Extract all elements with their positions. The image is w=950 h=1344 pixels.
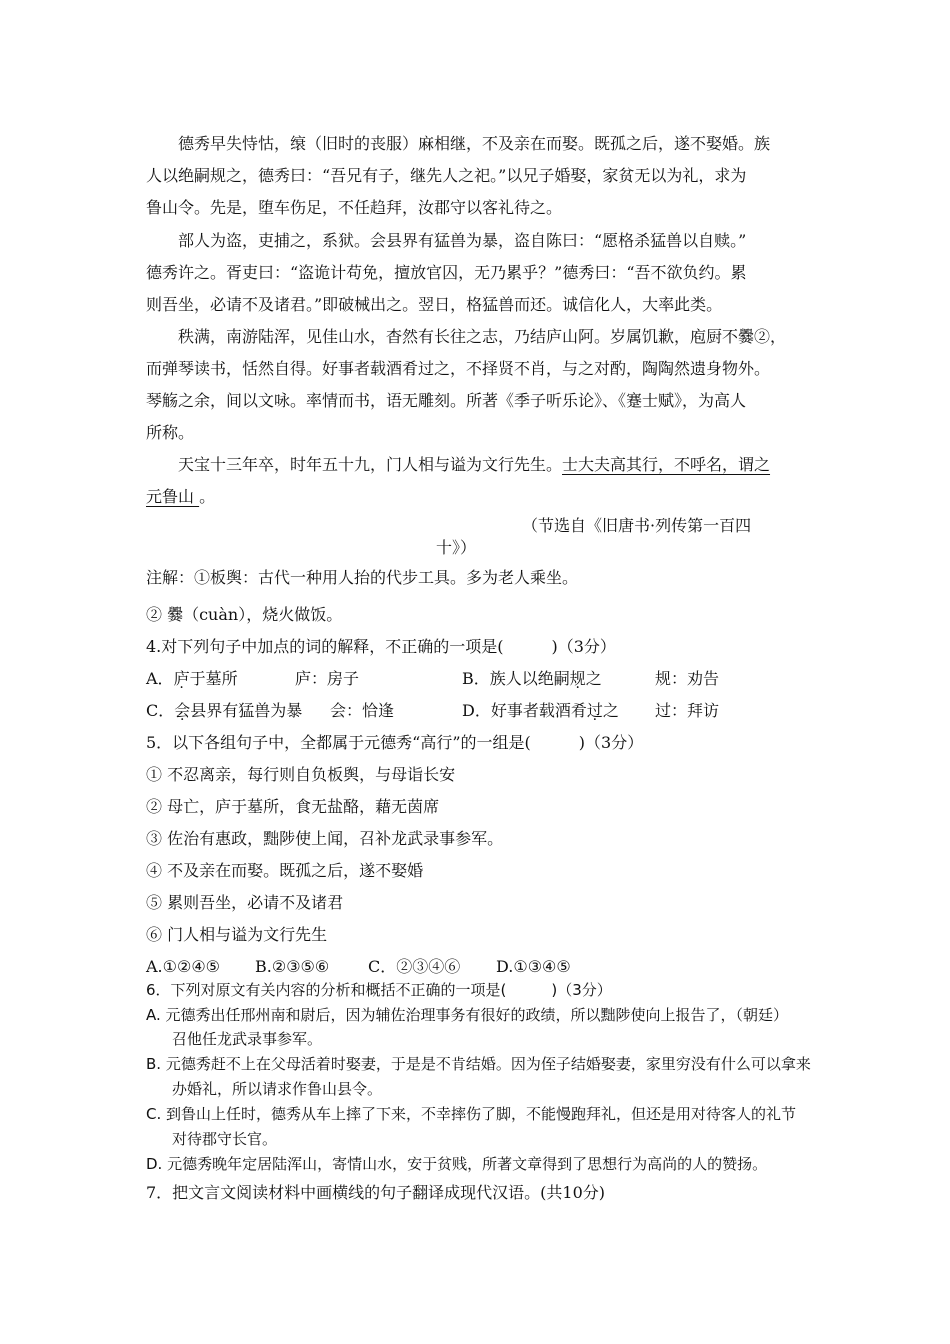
q4-option-b-gloss: 规：劝告 xyxy=(655,669,720,688)
q6-option-a: A. 元德秀出任邢州南和尉后，因为辅佐治理事务有很好的政绩，所以黜陟使向上报告了，（朝廷） xyxy=(146,1006,789,1024)
passage-line: 所称。 xyxy=(146,423,195,442)
passage-line xyxy=(178,455,770,475)
q5-item: ② 母亡，庐于墓所，食无盐酪，藉无茵席 xyxy=(146,797,440,816)
passage-line: 琴觞之余，间以文咏。率情而书，语无雕刻。所著《季子听乐论》、《蹇士赋》，为高人 xyxy=(146,391,747,410)
question-5-stem: 5．以下各组句子中，全都属于元德秀“高行”的一组是( )（3分） xyxy=(146,733,644,752)
passage-line: 鲁山令。先是，堕车伤足，不任趋拜，汝郡守以客礼待之。 xyxy=(146,198,563,217)
dotted-word: 过 xyxy=(586,701,603,720)
underlined-sentence: 士大夫高其行，不呼名，谓之 xyxy=(562,455,771,474)
question-4-stem: 4.对下列句子中加点的词的解释，不正确的一项是( )（3分） xyxy=(146,637,616,656)
passage-line: 部人为盗，吏捕之，系狱。会县界有猛兽为暴，盗自陈曰：“愿格杀猛兽以自赎。” xyxy=(178,231,747,250)
q4-option-c: C．会县界有猛兽为暴 xyxy=(146,701,303,720)
q5-item: ④ 不及亲在而娶。既孤之后，遂不娶婚 xyxy=(146,861,424,880)
dotted-word: 庐 xyxy=(173,669,190,688)
q6-option-d: D. 元德秀晚年定居陆浑山，寄情山水，安于贫贱，所著文章得到了思想行为高尚的人的赞扬。 xyxy=(146,1155,768,1173)
q4-option-c-gloss: 会：恰逢 xyxy=(330,701,395,720)
dotted-word: 会 xyxy=(174,701,191,720)
question-7-stem: 7．把文言文阅读材料中画横线的句子翻译成现代汉语。(共10分) xyxy=(146,1183,606,1202)
q5-option-c: C．②③④⑥ xyxy=(368,957,461,976)
source-citation: 十》） xyxy=(436,538,477,557)
passage-line: 德秀许之。胥吏曰：“盗诡计苟免，擅放官囚，无乃累乎？”德秀曰：“吾不欲负约。累 xyxy=(146,263,747,282)
q4-option-a: A．庐于墓所 xyxy=(146,669,238,688)
q5-item: ⑥ 门人相与谥为文行先生 xyxy=(146,925,328,944)
passage-line: 德秀早失恃怙，缞（旧时的丧服）麻相继，不及亲在而娶。既孤之后，遂不娶婚。族 xyxy=(178,134,771,153)
dotted-word: 规 xyxy=(569,669,586,688)
passage-text: 天宝十三年卒，时年五十九，门人相与谥为文行先生。 xyxy=(178,455,563,474)
q5-item: ③ 佐治有惠政，黜陟使上闻，召补龙武录事参军。 xyxy=(146,829,504,848)
q4-option-a-gloss: 庐：房子 xyxy=(295,669,360,688)
q5-option-b: B.②③⑤⑥ xyxy=(255,957,330,976)
passage-line xyxy=(146,487,215,507)
q6-option-c-cont: 对待郡守长官。 xyxy=(172,1130,278,1148)
underlined-sentence: 元鲁山 xyxy=(146,487,195,506)
note: 注解：①板舆：古代一种用人抬的代步工具。多为老人乘坐。 xyxy=(146,568,579,587)
note: ② 爨（cuàn），烧火做饭。 xyxy=(146,605,343,624)
passage-line: 人以绝嗣规之，德秀曰：“吾兄有子，继先人之祀。”以兄子婚娶，家贫无以为礼，求为 xyxy=(146,166,747,185)
q4-option-d: D．好事者载酒肴过之 xyxy=(462,701,619,720)
passage-line: 而弹琴读书，恬然自得。好事者载酒肴过之，不择贤不肖，与之对酌，陶陶然遗身物外。 xyxy=(146,359,771,378)
q5-option-a: A.①②④⑤ xyxy=(146,957,221,976)
question-6-stem: 6．下列对原文有关内容的分析和概括不正确的一项是( )（3分） xyxy=(146,981,612,999)
passage-line: 则吾坐，必请不及诸君。”即破械出之。翌日，格猛兽而还。诚信化人，大率此类。 xyxy=(146,295,723,314)
q5-item: ① 不忍离亲，每行则自负板舆，与母诣长安 xyxy=(146,765,456,784)
q5-item: ⑤ 累则吾坐，必请不及诸君 xyxy=(146,893,344,912)
q6-option-a-cont: 召他任龙武录事参军。 xyxy=(172,1030,323,1048)
q4-option-b: B．族人以绝嗣规之 xyxy=(462,669,602,688)
passage-line: 秩满，南游陆浑，见佳山水，杳然有长往之志，乃结庐山阿。岁属饥歉，庖厨不爨②， xyxy=(178,327,787,346)
q6-option-b-cont: 办婚礼，所以请求作鲁山县令。 xyxy=(172,1080,383,1098)
q4-option-d-gloss: 过：拜访 xyxy=(655,701,720,720)
passage-text: 。 xyxy=(199,487,216,506)
q5-option-d: D.①③④⑤ xyxy=(496,957,571,976)
q6-option-b: B. 元德秀赶不上在父母活着时娶妻，于是是不肯结婚。因为侄子结婚娶妻，家里穷没有什么可以拿来 xyxy=(146,1055,811,1073)
q6-option-c: C. 到鲁山上任时，德秀从车上摔了下来，不幸摔伤了脚，不能慢跑拜礼，但还是用对待客人的礼节 xyxy=(146,1105,797,1123)
source-citation: （节选自《旧唐书·列传第一百四 xyxy=(522,516,752,535)
